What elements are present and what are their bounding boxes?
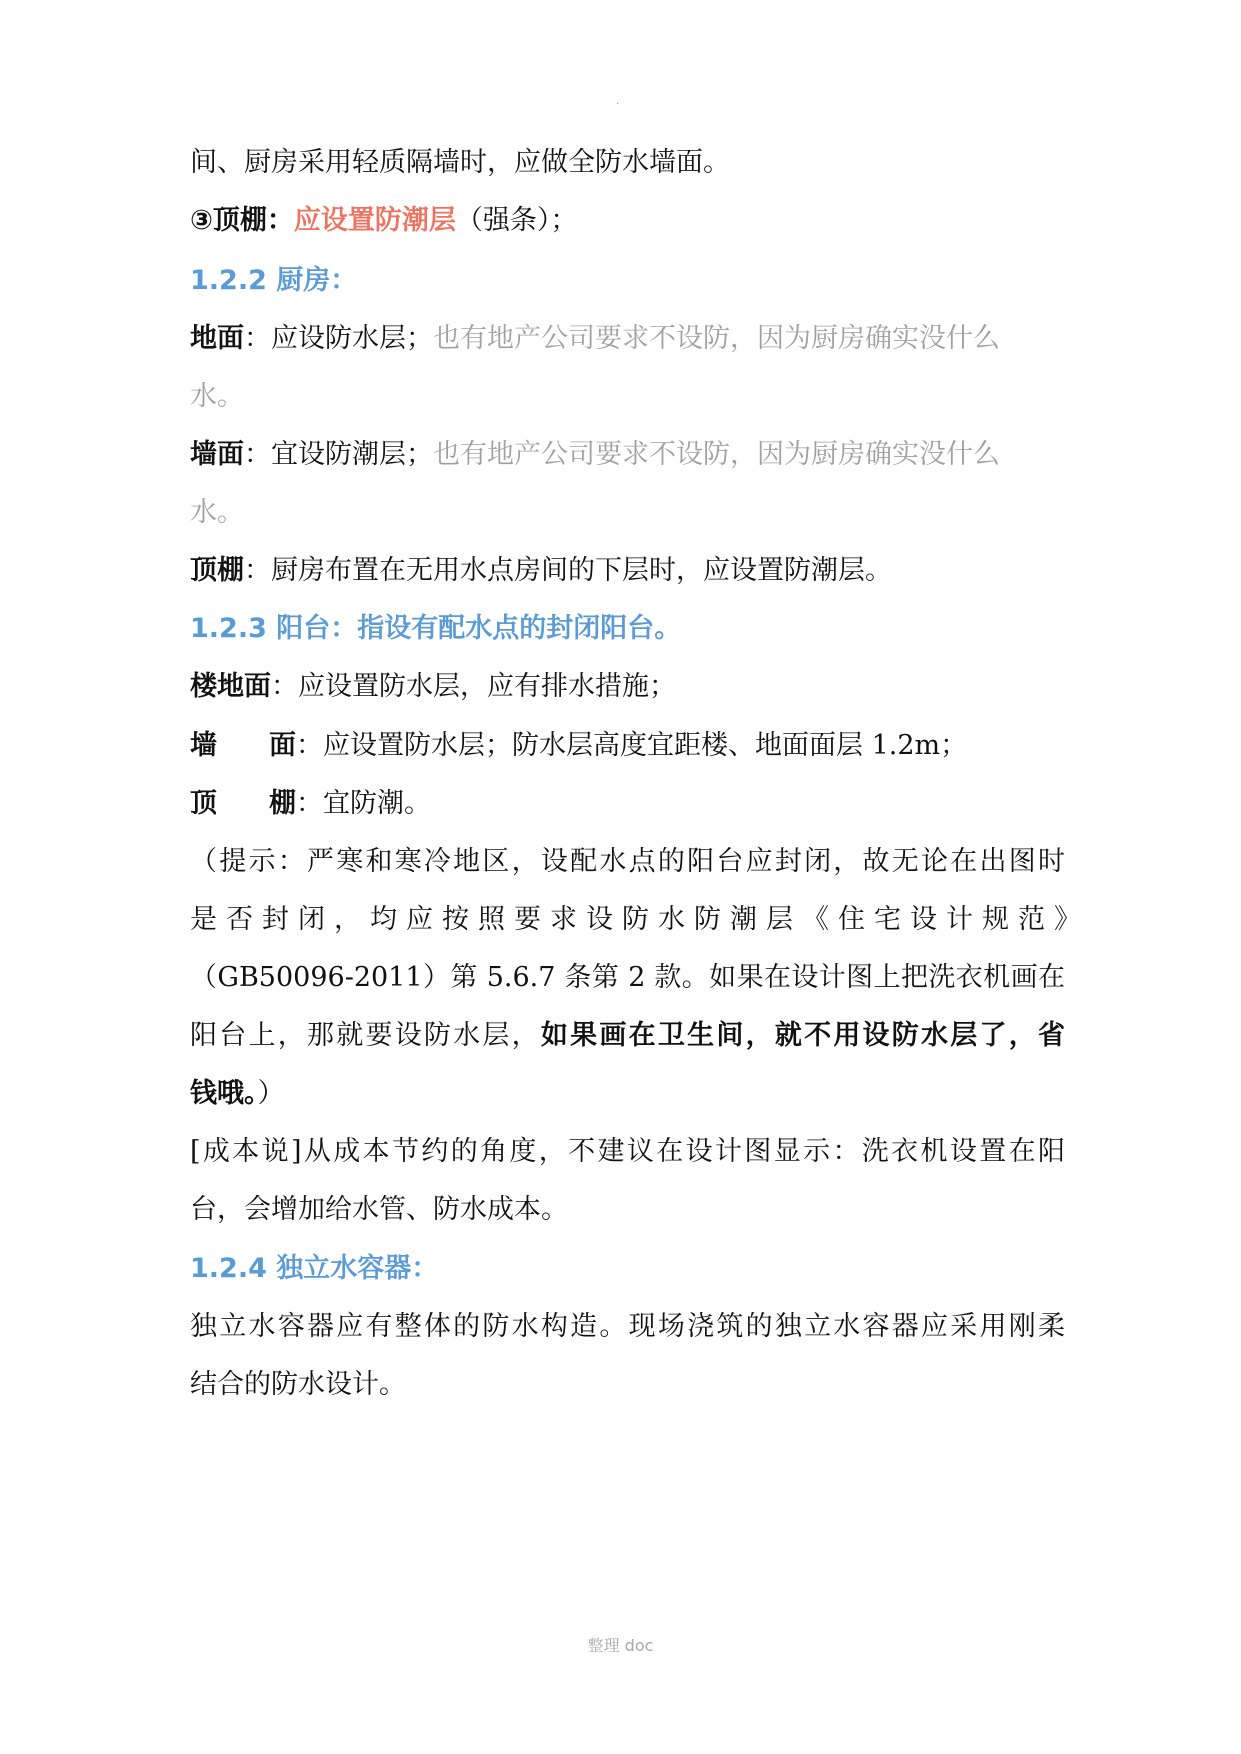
ceiling-rule-line bbox=[190, 202, 1065, 240]
gray-note: 也有地产公司要求不设防，因为厨房确实没什么 bbox=[433, 439, 1000, 470]
header-dot: . bbox=[616, 96, 620, 107]
kitchen-floor-line-2: 水。 bbox=[190, 381, 244, 412]
ceiling-label-2: 棚 bbox=[269, 788, 296, 819]
text: （强条）； bbox=[455, 205, 578, 236]
cost-line-2: 台，会增加给水管、防水成本。 bbox=[190, 1194, 568, 1225]
text: ：宜设防潮层； bbox=[244, 439, 433, 470]
bold-note: 钱哦。 bbox=[190, 1078, 258, 1109]
tip-line-5 bbox=[190, 1075, 1065, 1113]
kitchen-wall-line bbox=[190, 436, 1065, 474]
floor-label: 地面 bbox=[190, 323, 244, 354]
text: ） bbox=[257, 1078, 285, 1109]
heading-1-2-2: 1.2.2 厨房： bbox=[190, 265, 358, 296]
tip-line-3: （GB50096-2011）第 5.6.7 条第 2 款。如果在设计图上把洗衣机画在 bbox=[190, 962, 1065, 993]
bold-note: 如果画在卫生间，就不用设防水层了，省 bbox=[540, 1020, 1066, 1051]
wall-label: 墙面 bbox=[190, 439, 244, 470]
ceiling-label: ③顶棚： bbox=[190, 205, 294, 236]
text: 间、厨房采用轻质隔墙时，应做全防水墙面。 bbox=[190, 147, 730, 178]
container-line-1: 独立水容器应有整体的防水构造。现场浇筑的独立水容器应采用刚柔 bbox=[190, 1311, 1065, 1342]
balcony-floor-line bbox=[190, 668, 1065, 706]
gray-note: 也有地产公司要求不设防，因为厨房确实没什么 bbox=[433, 323, 1000, 354]
text: 阳台上，那就要设防水层， bbox=[190, 1020, 541, 1051]
heading-1-2-3: 1.2.3 阳台：指设有配水点的封闭阳台。 bbox=[190, 613, 682, 644]
wall-label-1: 墙 bbox=[190, 730, 217, 761]
paragraph-line bbox=[190, 144, 1065, 182]
page-footer: 整理 doc bbox=[587, 1636, 654, 1655]
balcony-ceiling-line bbox=[190, 785, 1065, 823]
wall-label-2: 面 bbox=[269, 730, 296, 761]
text: ：厨房布置在无用水点房间的下层时，应设置防潮层。 bbox=[244, 555, 892, 586]
ceiling-label-1: 顶 bbox=[190, 788, 217, 819]
tip-line-1: （提示：严寒和寒冷地区，设配水点的阳台应封闭，故无论在出图时 bbox=[190, 846, 1065, 877]
tip-line-2: 是否封闭，均应按照要求设防水防潮层《住宅设计规范》 bbox=[190, 904, 1090, 935]
text: ：应设防水层； bbox=[244, 323, 433, 354]
balcony-wall-line bbox=[190, 727, 1065, 765]
cost-line-1: [成本说]从成本节约的角度，不建议在设计图显示：洗衣机设置在阳 bbox=[190, 1136, 1065, 1167]
text: ：宜防潮。 bbox=[296, 788, 431, 819]
text: ：应设置防水层，应有排水措施； bbox=[271, 671, 676, 702]
kitchen-floor-line bbox=[190, 320, 1065, 358]
tip-line-4 bbox=[190, 1017, 1065, 1055]
floor-label: 楼地面 bbox=[190, 671, 271, 702]
mandatory-text: 应设置防潮层 bbox=[293, 205, 456, 236]
text: ：应设置防水层；防水层高度宜距楼、地面面层 1.2m； bbox=[296, 730, 968, 761]
heading-1-2-4: 1.2.4 独立水容器： bbox=[190, 1253, 439, 1284]
ceiling-label: 顶棚 bbox=[190, 555, 244, 586]
kitchen-wall-line-2: 水。 bbox=[190, 497, 244, 528]
kitchen-ceiling-line bbox=[190, 552, 1065, 590]
container-line-2: 结合的防水设计。 bbox=[190, 1369, 406, 1400]
